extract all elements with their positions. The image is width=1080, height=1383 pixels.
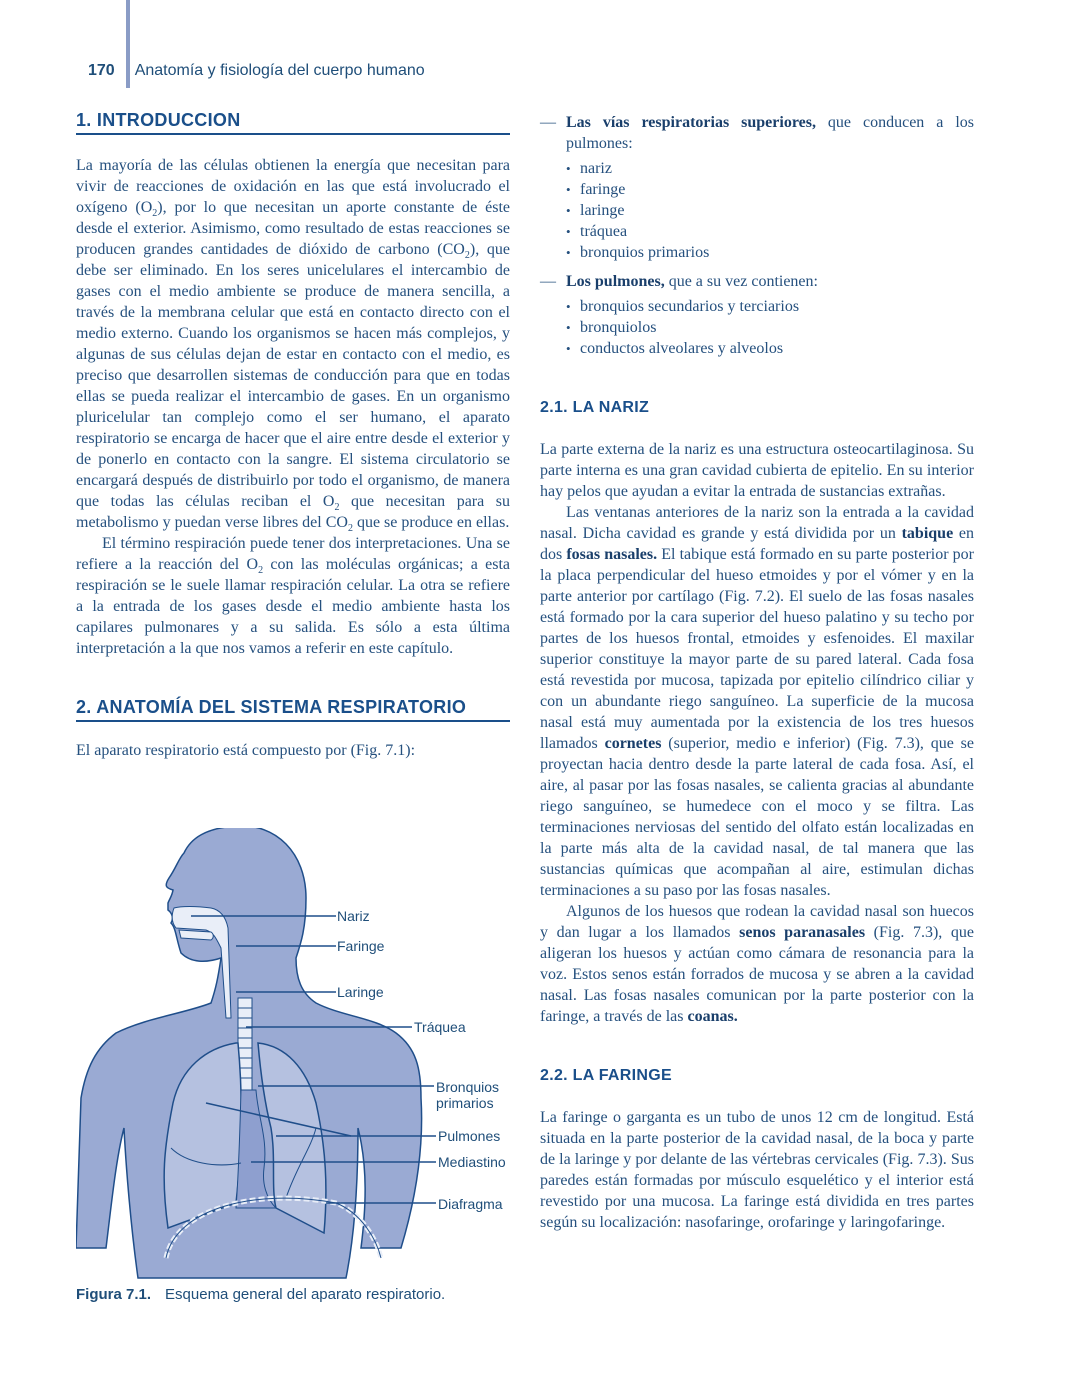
nariz-paragraph-3: Algunos de los huesos que rodean la cavidad nasal son huecos y dan lugar a los llamados senos paranasales (Fig. 7.3), que aligeran los huesos y actúan como cámara de resonancia para la voz. Estos senos están forrados de mucosa y se abren a la cavidad nasal. Las fosas nasales comunican por la parte posterior con la faringe, a través de las coanas. — [540, 903, 974, 1025]
subsection-heading-faringe: 2.2. LA FARINGE — [540, 1067, 672, 1084]
figure-respiratory-system — [76, 828, 526, 1283]
page-number: 170 — [88, 62, 115, 79]
running-header — [88, 62, 425, 80]
label-diafragma: Diafragma — [438, 1196, 503, 1212]
list-item: • laringe — [566, 200, 974, 221]
list-pulmones: — Los pulmones, que a su vez contienen: — [540, 273, 818, 290]
bullet-list-vias — [540, 158, 974, 263]
list-item: • bronquiolos — [566, 317, 974, 338]
list-item: • conductos alveolares y alveolos — [566, 338, 974, 359]
right-column — [540, 112, 974, 1233]
anatomia-intro: El aparato respiratorio está compuesto por (Fig. 7.1): — [76, 742, 416, 759]
list-vias-superiores: — Las vías respiratorias superiores, que conducen a los pulmones: — [540, 114, 974, 152]
list-item: • faringe — [566, 179, 974, 200]
section-heading-anatomia: 2. ANATOMÍA DEL SISTEMA RESPIRATORIO — [76, 697, 510, 722]
label-faringe: Faringe — [337, 938, 385, 954]
intro-paragraph-2: El término respiración puede tener dos interpretaciones. Una se refiere a la reacción del $O_2$ con las moléculas orgánicas; a esta respiración se le suele llamar respiración celular. La otra se refiere a la entrada de los gases desde el medio ambiente hasta los capilares pulmonares y a su salida. Es sólo a esta última interpretación a la que nos vamos a referir en este capítulo. — [76, 535, 510, 657]
book-title: Anatomía y fisiología del cuerpo humano — [134, 62, 425, 79]
label-traquea: Tráquea — [414, 1019, 466, 1035]
list-item: • bronquios secundarios y terciarios — [566, 296, 974, 317]
list-item: • bronquios primarios — [566, 242, 974, 263]
label-bronquios: Bronquios primarios — [436, 1079, 500, 1111]
section-heading-introduccion: 1. INTRODUCCION — [76, 110, 510, 135]
label-pulmones: Pulmones — [438, 1128, 501, 1144]
respiratory-diagram-icon — [76, 828, 526, 1283]
faringe-paragraph-1: La faringe o garganta es un tubo de unos 12 cm de longitud. Está situada en la parte posterior de la cavidad nasal, de la boca y parte de la laringe y por delante de las vértebras cervicales (Fig. 7.3). Sus paredes están formadas por músculo esquelético y el interior está revestido por una mucosa. La faringe está dividida en tres partes según su localización: nasofaringe, orofaringe y laringofaringe. — [540, 1109, 974, 1231]
figure-caption — [76, 1286, 445, 1303]
intro-paragraph-1: La mayoría de las células obtienen la energía que necesitan para vivir de reacciones de oxidación en las que está involucrado el oxígeno $(O_2)$, por lo que necesitan un aporte constante de éste desde el exterior. Asimismo, como resultado de estas reacciones se producen grandes cantidades de dióxido de carbono $(CO_2)$, que debe ser eliminado. En los seres unicelulares el intercambio de gases con el medio ambiente se produce de manera sencilla, a través de la membrana celular que está en contacto directo con el medio externo. Cuando los organismos se hacen más complejos, y algunas de sus células dejan de estar en contacto con el medio, es preciso que desarrollen sistemas de conducción para que en todas ellas se pueda realizar el intercambio de gases. En un organismo pluricelular tan complejo como el ser humano, el aparato respiratorio se encarga de hacer que el aire entre desde el exterior y de ponerlo en contacto con la sangre. El sistema circulatorio se encargará después de distribuirlo por todo el organismo, de manera que todas las células reciban el $O_2$ que necesitan para su metabolismo y puedan verse libres del $CO_2$ que se produce en ellas. — [76, 157, 510, 535]
figure-caption-text: Esquema general del aparato respiratorio. — [165, 1286, 446, 1303]
figure-caption-label: Figura 7.1. — [76, 1286, 152, 1303]
subsection-heading-nariz: 2.1. LA NARIZ — [540, 399, 650, 416]
label-mediastino: Mediastino — [438, 1154, 506, 1170]
label-laringe: Laringe — [337, 984, 384, 1000]
left-column — [76, 110, 510, 761]
nariz-paragraph-1: La parte externa de la nariz es una estructura osteocartilaginosa. Su parte interna es una gran cavidad cubierta de epitelio. En su interior hay pelos que ayudan a evitar la entrada de sustancias extrañas. — [540, 441, 974, 500]
list-item: • tráquea — [566, 221, 974, 242]
nariz-paragraph-2: Las ventanas anteriores de la nariz son la entrada a la cavidad nasal. Dicha cavidad es grande y está dividida por un tabique en dos fosas nasales. El tabique está formado en su parte posterior por la placa perpendicular del hueso etmoides y por el vómer y en la parte anterior por cartílago (Fig. 7.2). El suelo de las fosas nasales está formado por la cara superior del hueso palatino y su techo por partes de los huesos frontal, etmoides y esfenoides. El maxilar superior constituye la mayor parte de su pared lateral. Cada fosa está revestida por mucosa, tapizada por epitelio cilíndrico ciliar y con un abundante riego sanguíneo. La superficie de la mucosa nasal está muy aumentada por la existencia de los tres huesos llamados cornetes (superior, medio e inferior) (Fig. 7.3), que se proyectan hacia dentro desde la parte lateral de cada fosa. Así, el aire, al pasar por las fosas nasales, se calienta gracias al abundante riego sanguíneo, se humedece con el moco y se filtra. Las terminaciones nerviosas del sentido del olfato están localizadas en la parte más alta de la cavidad nasal, de tal manera que las sustancias químicas que acompañan al aire, estimulan dichas terminaciones a su paso por las fosas nasales. — [540, 504, 974, 899]
bullet-list-pulmones — [540, 296, 974, 359]
list-item: • nariz — [566, 158, 974, 179]
label-nariz: Nariz — [337, 908, 370, 924]
